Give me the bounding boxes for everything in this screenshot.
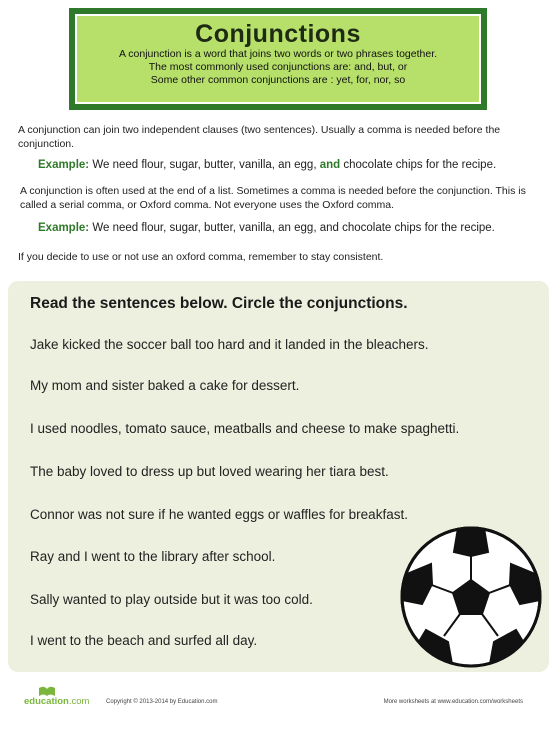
exercise-sentence: Jake kicked the soccer ball too hard and it landed in the bleachers. <box>30 337 429 352</box>
definition-line-1: A conjunction is a word that joins two words or two phrases together. <box>118 48 438 60</box>
example-1-text-before: We need flour, sugar, butter, vanilla, an egg, <box>89 159 320 171</box>
intro-paragraph-2: A conjunction is often used at the end of a list. Sometimes a comma is needed before the conjunction. This is called a serial comma, or Oxford comma. Not everyone uses the Oxford comma. <box>20 185 526 211</box>
logo-text: education <box>24 696 69 707</box>
footer <box>0 690 557 720</box>
education-logo[interactable] <box>24 696 89 707</box>
definition-line-3: Some other common conjunctions are : yet, for, nor, so <box>150 74 406 86</box>
example-2 <box>38 221 548 235</box>
exercise-sentence: Connor was not sure if he wanted eggs or waffles for breakfast. <box>30 507 408 522</box>
exercise-sentence: I used noodles, tomato sauce, meatballs and cheese to make spaghetti. <box>30 421 460 436</box>
soccer-ball-icon <box>398 524 544 670</box>
title-banner-inner <box>75 14 481 104</box>
copyright-text: Copyright © 2013-2014 by Education.com <box>106 699 218 705</box>
logo-suffix: .com <box>68 696 90 707</box>
page-title: Conjunctions <box>195 20 361 48</box>
more-worksheets-link[interactable]: More worksheets at www.education.com/worksheets <box>383 699 523 705</box>
exercise-sentence: The baby loved to dress up but loved wearing her tiara best. <box>30 464 389 479</box>
intro-paragraph-1: A conjunction can join two independent clauses (two sentences). Usually a comma is needed before the conjunction. <box>18 124 501 150</box>
example-1 <box>38 158 548 172</box>
example-1-text-after: chocolate chips for the recipe. <box>340 159 497 171</box>
exercise-sentence: Sally wanted to play outside but it was too cold. <box>30 592 313 607</box>
example-1-label: Example: <box>38 159 90 171</box>
example-1-highlight: and <box>319 159 341 171</box>
definition-line-2: The most commonly used conjunctions are: and, but, or <box>148 61 408 73</box>
exercise-sentence: Ray and I went to the library after school. <box>30 549 276 564</box>
exercise-sentence: I went to the beach and surfed all day. <box>30 633 258 648</box>
intro-paragraph-3: If you decide to use or not use an oxford comma, remember to stay consistent. <box>18 251 384 263</box>
example-2-text: We need flour, sugar, butter, vanilla, an egg, and chocolate chips for the recipe. <box>89 222 495 234</box>
exercise-heading: Read the sentences below. Circle the conjunctions. <box>30 295 408 312</box>
example-2-label: Example: <box>38 222 90 234</box>
exercise-sentence: My mom and sister baked a cake for dessert. <box>30 378 300 393</box>
exercise-panel <box>8 281 549 672</box>
title-banner <box>69 8 487 110</box>
